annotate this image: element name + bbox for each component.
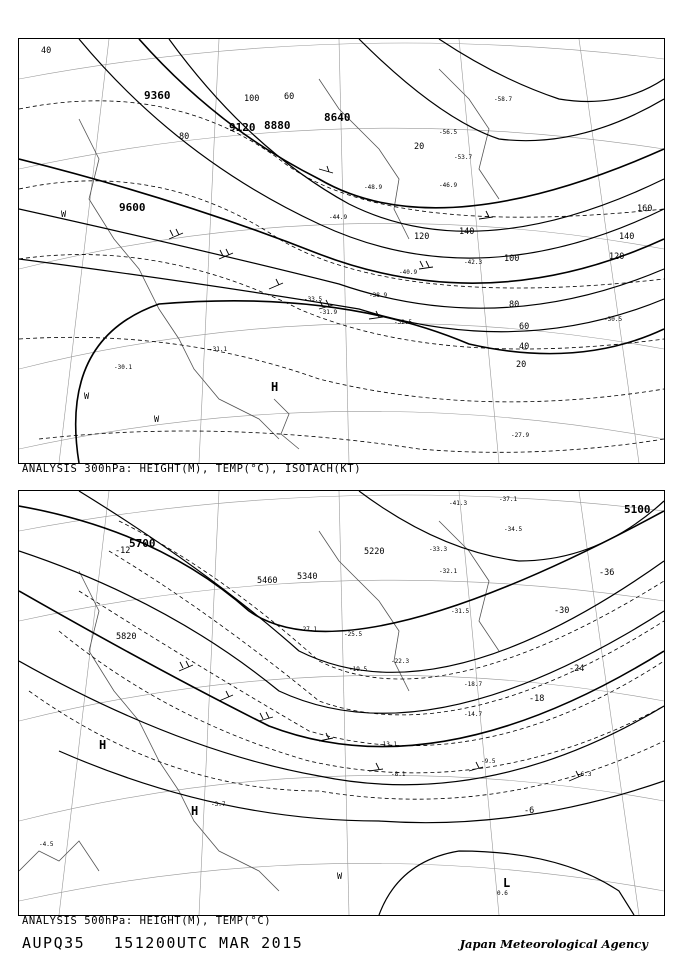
low-pressure-marker: L xyxy=(503,876,511,890)
station-label: -32.1 xyxy=(439,568,458,575)
map-500hpa-canvas xyxy=(19,491,664,915)
temperature-label: -42.3 xyxy=(464,259,483,266)
caption-300hpa: ANALYSIS 300hPa: HEIGHT(M), TEMP(°C), ISOTACH(KT) xyxy=(22,463,362,475)
high-pressure-marker: H xyxy=(271,380,279,394)
station-label: -6.3 xyxy=(577,771,592,778)
warm-marker: W xyxy=(84,392,90,402)
station-label: -22.3 xyxy=(391,658,410,665)
height-label: 9600 xyxy=(119,201,146,214)
height-label: 8880 xyxy=(264,119,291,132)
height-label: 5820 xyxy=(116,632,137,642)
isotach-label: 140 xyxy=(619,232,635,242)
isotach-label: 80 xyxy=(179,132,190,142)
station-label: -33.3 xyxy=(429,546,448,553)
isotach-label: 160 xyxy=(637,204,653,214)
map-panel-300hpa xyxy=(18,38,665,464)
height-label: 5340 xyxy=(297,572,318,582)
isotach-label: 120 xyxy=(609,252,625,262)
station-label: -14.7 xyxy=(464,711,483,718)
temperature-label: -40.9 xyxy=(399,269,418,276)
temperature-label: -46.9 xyxy=(439,182,458,189)
temperature-label: -31.1 xyxy=(209,346,228,353)
warm-marker: W xyxy=(61,210,67,220)
station-label: -3.7 xyxy=(211,801,226,808)
temperature-label: -18 xyxy=(529,694,545,704)
temperature-label: -12 xyxy=(115,546,131,556)
map-300hpa-canvas xyxy=(19,39,664,463)
high-pressure-marker: H xyxy=(99,738,107,752)
height-label: 5220 xyxy=(364,547,385,557)
station-label: -18.7 xyxy=(464,681,483,688)
station-label: -8.1 xyxy=(391,771,406,778)
temperature-label: -44.9 xyxy=(329,214,348,221)
isotach-label: 40 xyxy=(41,46,52,56)
valid-time: 151200UTC MAR 2015 xyxy=(113,934,304,952)
station-label: -37.1 xyxy=(499,496,518,503)
isotach-label: 100 xyxy=(504,254,520,264)
height-label: 9120 xyxy=(229,121,256,134)
agency-name: Japan Meteorological Agency xyxy=(459,937,648,951)
temperature-label: -30.1 xyxy=(114,364,133,371)
isotherms xyxy=(29,521,664,799)
height-labels xyxy=(116,503,651,642)
isotach-label: 40 xyxy=(519,342,530,352)
temperature-label: -56.5 xyxy=(439,129,458,136)
height-label: 5460 xyxy=(257,576,278,586)
product-code: AUPQ35 xyxy=(22,934,86,952)
height-label: 9360 xyxy=(144,89,171,102)
high-pressure-marker: H xyxy=(191,804,199,818)
station-label: -9.5 xyxy=(481,758,496,765)
temperature-label: -6 xyxy=(524,806,535,816)
station-label: -4.5 xyxy=(39,841,54,848)
station-label: 0.6 xyxy=(497,890,508,897)
isotach-label: 60 xyxy=(284,92,295,102)
temperature-label: -30 xyxy=(554,606,570,616)
map-panel-500hpa xyxy=(18,490,665,916)
caption-500hpa: ANALYSIS 500hPa: HEIGHT(M), TEMP(°C) xyxy=(22,915,272,927)
temperature-label: -30.5 xyxy=(604,316,623,323)
temperature-label: -27.9 xyxy=(511,432,530,439)
station-label: -31.5 xyxy=(451,608,470,615)
temperature-label: -58.7 xyxy=(494,96,513,103)
isotach-label: 80 xyxy=(509,300,520,310)
temperature-label: -48.9 xyxy=(364,184,383,191)
temperature-label: -31.9 xyxy=(319,309,338,316)
height-labels xyxy=(119,89,351,214)
temperature-label: -24 xyxy=(569,664,585,674)
temperature-label: -36 xyxy=(599,568,615,578)
station-label: -41.3 xyxy=(449,500,468,507)
station-label: -27.1 xyxy=(299,626,318,633)
station-label: -19.5 xyxy=(349,666,368,673)
temperature-label: -32.5 xyxy=(394,319,413,326)
temperature-labels xyxy=(114,96,625,439)
isotach-label: 20 xyxy=(414,142,425,152)
isotach-label: 60 xyxy=(519,322,530,332)
station-label: -25.5 xyxy=(344,631,363,638)
temperature-label: -38.9 xyxy=(369,292,388,299)
graticule xyxy=(19,39,664,463)
isotach-label: 20 xyxy=(516,360,527,370)
height-contours xyxy=(19,39,664,463)
temperature-label: -33.5 xyxy=(304,296,323,303)
station-label: -34.5 xyxy=(504,526,523,533)
isotach-label: 120 xyxy=(414,232,430,242)
station-label: -13.1 xyxy=(379,741,398,748)
height-label: 5700 xyxy=(129,537,156,550)
warm-marker: W xyxy=(154,415,160,425)
isotach-label: 140 xyxy=(459,227,475,237)
isotach-label: 100 xyxy=(244,94,260,104)
height-label: 5100 xyxy=(624,503,651,516)
warm-marker: W xyxy=(337,872,343,882)
footer-product-line xyxy=(22,934,321,952)
temperature-label: -53.7 xyxy=(454,154,473,161)
height-label: 8640 xyxy=(324,111,351,124)
